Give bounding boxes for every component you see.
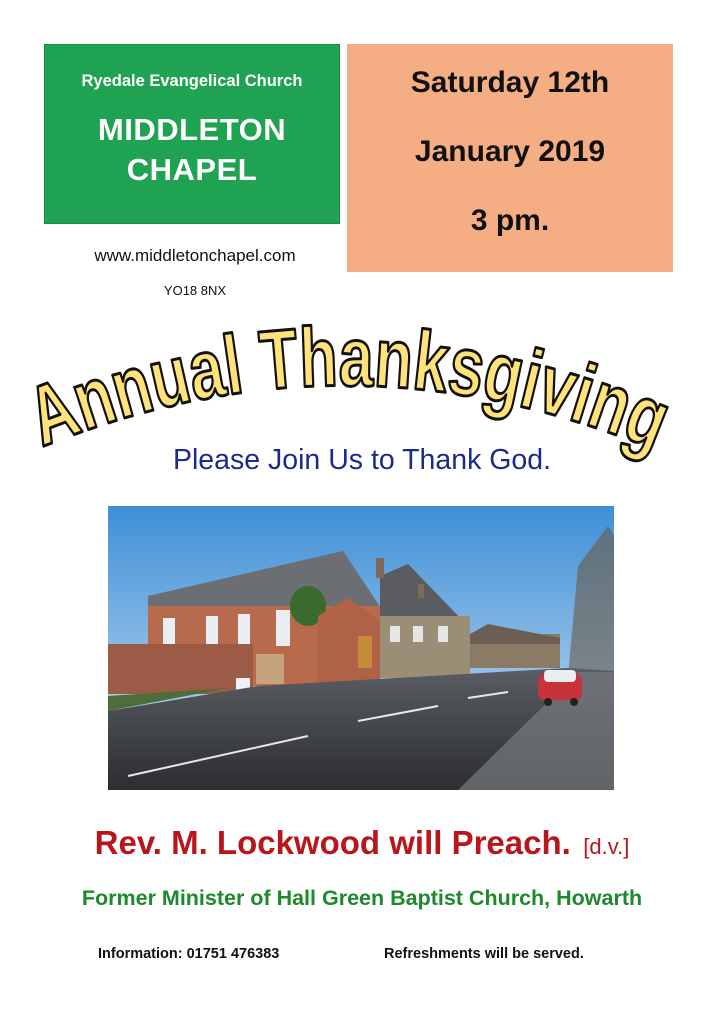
preacher-main: Rev. M. Lockwood will Preach.	[94, 824, 571, 861]
church-organisation: Ryedale Evangelical Church	[81, 72, 303, 90]
event-title-text: Annual Thanksgiving	[15, 308, 696, 472]
preacher-announcement	[0, 824, 724, 862]
chapel-name-line1: MIDDLETON	[97, 112, 287, 147]
event-time: 3 pm.	[470, 204, 550, 237]
chapel-photo	[108, 506, 614, 790]
chapel-name	[44, 110, 340, 190]
event-date-line2: January 2019	[414, 135, 606, 168]
website-link[interactable]: www.middletonchapel.com	[94, 246, 296, 265]
event-title-banner	[0, 292, 724, 512]
event-tagline: Please Join Us to Thank God.	[172, 444, 552, 476]
event-date-box	[347, 44, 673, 272]
chapel-name-line2: CHAPEL	[126, 152, 258, 187]
preacher-dv: [d.v.]	[583, 834, 630, 859]
postcode: YO18 8NX	[163, 283, 227, 298]
church-name-box	[44, 44, 340, 224]
information-phone: Information: 01751 476383	[98, 946, 280, 962]
event-date-line1: Saturday 12th	[410, 66, 610, 99]
preacher-former-role: Former Minister of Hall Green Baptist Church, Howarth	[81, 886, 643, 910]
refreshments-note: Refreshments will be served.	[384, 946, 584, 962]
